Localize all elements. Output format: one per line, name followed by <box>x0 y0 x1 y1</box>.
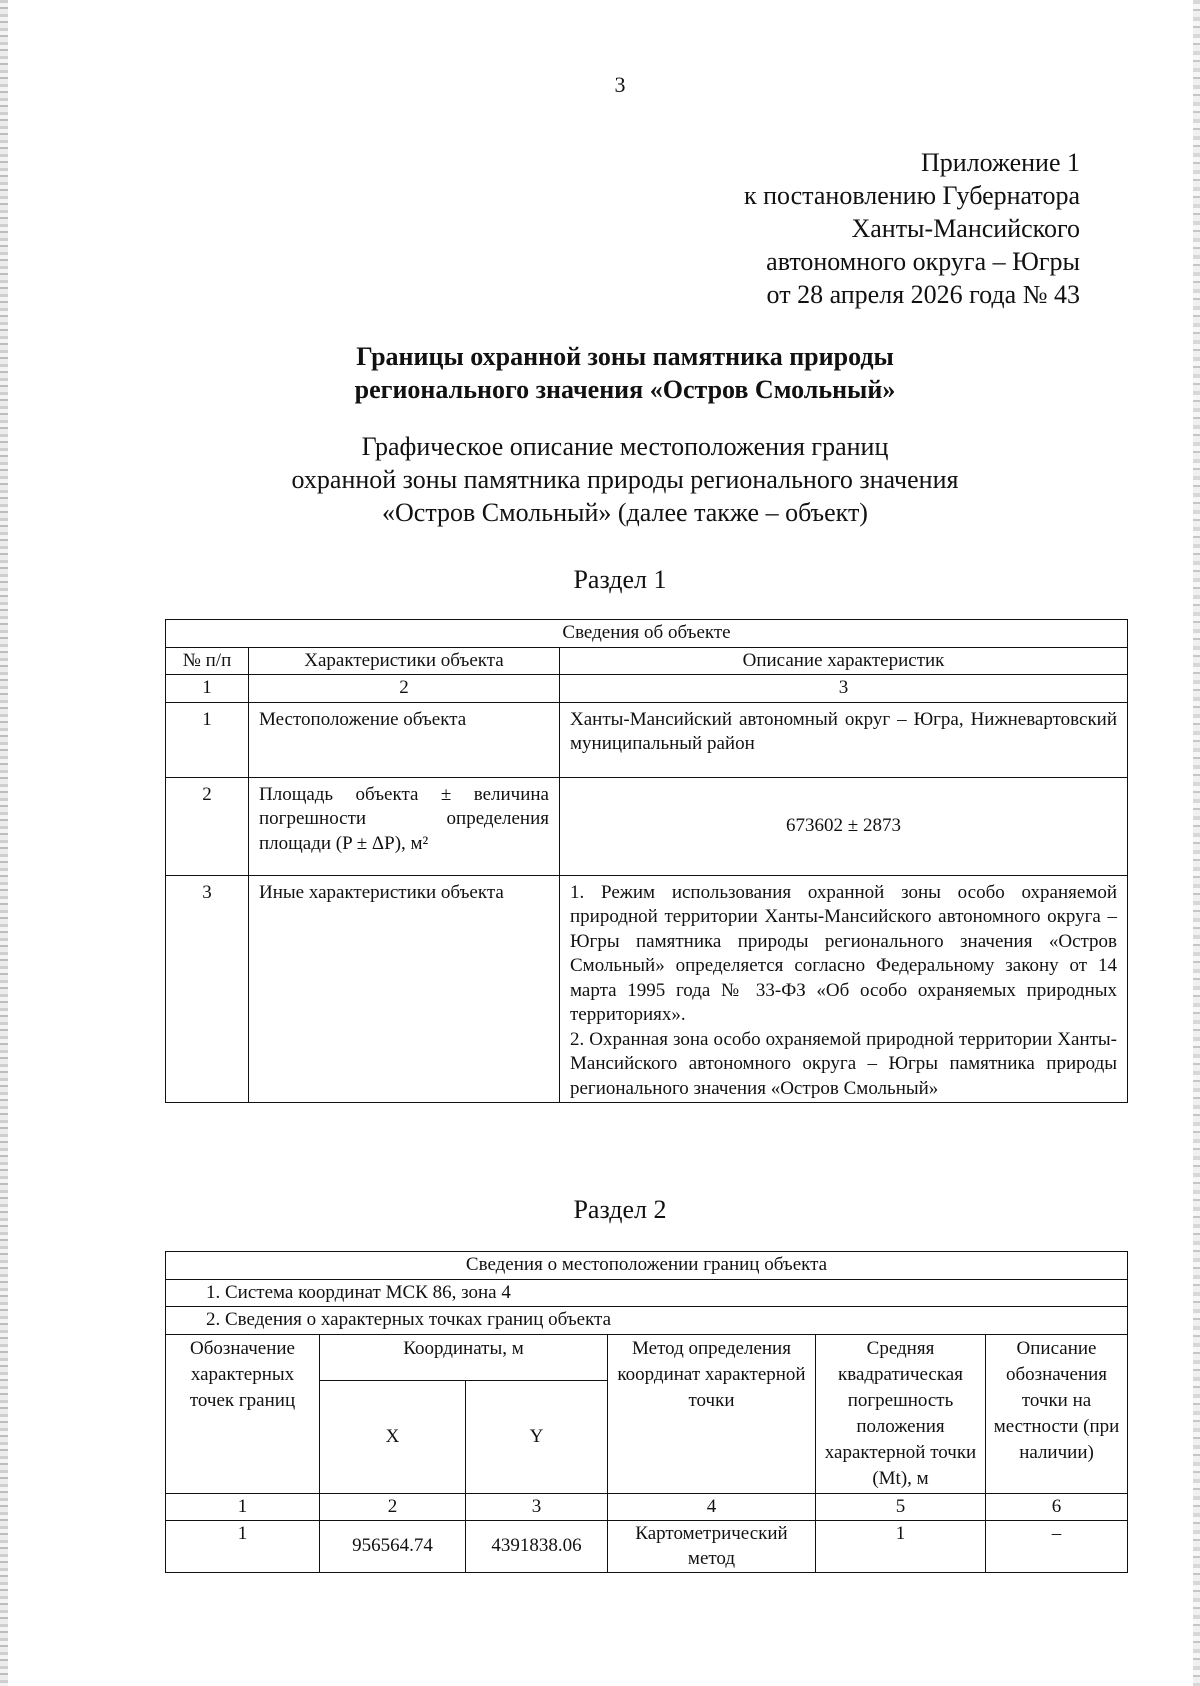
row-characteristic: Иные характеристики объекта <box>249 875 560 1103</box>
section-2-heading: Раздел 2 <box>573 1195 667 1224</box>
cell-point: 1 <box>166 1521 320 1573</box>
row-characteristic: Местоположение объекта <box>249 702 560 777</box>
header-characteristic: Характеристики объекта <box>249 647 560 675</box>
coordinate-system: 1. Система координат МСК 86, зона 4 <box>166 1279 1128 1307</box>
column-number: 3 <box>560 675 1128 703</box>
column-number: 2 <box>320 1493 466 1521</box>
cell-error: 1 <box>816 1521 986 1573</box>
row-number: 2 <box>166 777 249 875</box>
boundary-points-table <box>165 1251 1128 1573</box>
document-title <box>0 340 1200 406</box>
points-info: 2. Сведения о характерных точках границ объекта <box>166 1307 1128 1335</box>
column-number: 1 <box>166 1493 320 1521</box>
column-number: 1 <box>166 675 249 703</box>
section-1-heading: Раздел 1 <box>573 565 667 594</box>
column-number: 6 <box>986 1493 1128 1521</box>
row-description: Ханты-Мансийский автономный округ – Югра, Нижневартовский муниципальный район <box>560 702 1128 777</box>
appendix-line: Приложение 1 <box>920 148 1080 177</box>
appendix-line: к постановлению Губернатора <box>743 181 1080 210</box>
row-characteristic: Площадь объекта ± величина погрешности определения площади (P ± ΔP), м² <box>249 777 560 875</box>
title-line: регионального значения «Остров Смольный» <box>354 375 896 404</box>
cell-description: – <box>986 1521 1128 1573</box>
appendix-line: Ханты-Мансийского <box>851 214 1080 243</box>
scan-edge-left <box>0 0 8 1686</box>
appendix-line: автономного округа – Югры <box>766 247 1080 276</box>
scan-edge-right <box>1193 0 1200 1686</box>
document-subtitle <box>0 430 1200 529</box>
header-coordinates: Координаты, м <box>320 1334 608 1381</box>
cell-y: 4391838.06 <box>466 1521 608 1573</box>
header-x: X <box>320 1381 466 1493</box>
row-description <box>560 875 1128 1103</box>
page-number: 3 <box>614 72 626 97</box>
subtitle-line: охранной зоны памятника природы регионального значения <box>291 465 959 494</box>
cell-x: 956564.74 <box>320 1521 466 1573</box>
description-paragraph: 2. Охранная зона особо охраняемой природной территории Ханты-Мансийского автономного округа – Югры памятника природы регионального значения «Остров Смольный» <box>570 1028 1118 1099</box>
header-description: Описание обозначения точки на местности (при наличии) <box>986 1334 1128 1493</box>
header-number: № п/п <box>166 647 249 675</box>
appendix-line: от 28 апреля 2026 года № 43 <box>766 280 1080 309</box>
header-y: Y <box>466 1381 608 1493</box>
header-description: Описание характеристик <box>560 647 1128 675</box>
table-row <box>166 777 1128 875</box>
title-line: Границы охранной зоны памятника природы <box>356 342 894 371</box>
header-method: Метод определения координат характерной точки <box>608 1334 816 1493</box>
table-row <box>166 1521 1128 1573</box>
table-caption: Сведения об объекте <box>166 620 1128 648</box>
subtitle-line: «Остров Смольный» (далее также – объект) <box>382 498 868 527</box>
object-info-table <box>165 619 1128 1103</box>
appendix-block <box>744 146 1080 311</box>
column-number: 4 <box>608 1493 816 1521</box>
subtitle-line: Графическое описание местоположения границ <box>361 432 889 461</box>
row-description: 673602 ± 2873 <box>560 777 1128 875</box>
column-number: 3 <box>466 1493 608 1521</box>
column-number: 2 <box>249 675 560 703</box>
header-point: Обозначение характерных точек границ <box>166 1334 320 1493</box>
row-number: 3 <box>166 875 249 1103</box>
table-row <box>166 875 1128 1103</box>
cell-method: Картометрический метод <box>608 1521 816 1573</box>
table-row <box>166 702 1128 777</box>
table-caption: Сведения о местоположении границ объекта <box>166 1252 1128 1280</box>
description-paragraph: 1. Режим использования охранной зоны особо охраняемой природной территории Ханты-Мансийского автономного округа – Югры памятника природы регионального значения «Остров Смольный» определяется согласно Федеральному закону от 14 марта 1995 года № 33-ФЗ «Об особо охраняемых природных территориях». <box>570 881 1118 1025</box>
column-number: 5 <box>816 1493 986 1521</box>
row-number: 1 <box>166 702 249 777</box>
header-error: Средняя квадратическая погрешность положения характерной точки (Mt), м <box>816 1334 986 1493</box>
